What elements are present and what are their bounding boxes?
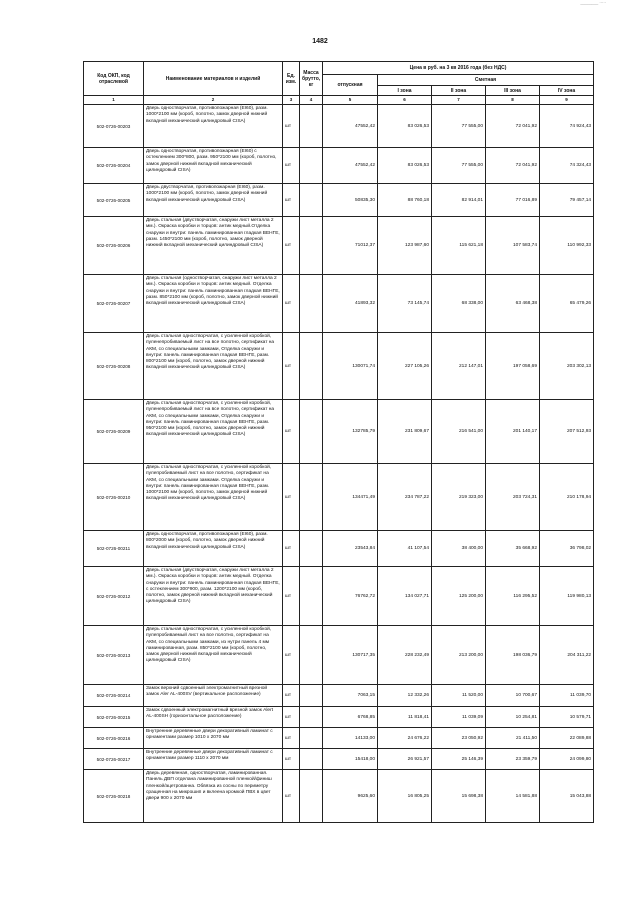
row-zone-2-price: 23 050,92 bbox=[432, 728, 486, 749]
row-release-price: 76762,72 bbox=[323, 567, 378, 626]
row-zone-3-price: 116 295,52 bbox=[486, 567, 540, 626]
header-estimate-price: Сметная bbox=[378, 75, 594, 86]
row-zone-2-price: 115 621,18 bbox=[432, 217, 486, 275]
col-number: 7 bbox=[432, 96, 486, 105]
row-zone-4-price: 207 512,93 bbox=[540, 400, 594, 464]
table-row bbox=[84, 707, 594, 728]
row-zone-4-price: 203 302,13 bbox=[540, 333, 594, 400]
row-zone-1-price: 26 921,57 bbox=[378, 749, 432, 770]
row-name: Дверь одностворчатая, противопожарная (EI60) с остеклением 300*800, разм. 950*2100 мм (короб, полотно, замок дверной нижний вкладной механический цилиндровый CISA) bbox=[144, 148, 283, 184]
header-unit: Ед. изм. bbox=[283, 62, 300, 96]
row-release-price: 6768,85 bbox=[323, 707, 378, 728]
row-mass bbox=[300, 567, 323, 626]
col-number: 4 bbox=[300, 96, 323, 105]
row-zone-3-price: 10 700,67 bbox=[486, 685, 540, 707]
table-row bbox=[84, 400, 594, 464]
header-price-group: Цена в руб. на 3 кв 2016 года (без НДС) bbox=[323, 62, 594, 75]
row-unit: шт bbox=[283, 749, 300, 770]
row-zone-1-price: 24 676,22 bbox=[378, 728, 432, 749]
row-mass bbox=[300, 148, 323, 184]
header-name: Наименование материалов и изделий bbox=[144, 62, 283, 96]
row-code: 502-0726-00211 bbox=[84, 531, 144, 567]
row-zone-4-price: 74 924,43 bbox=[540, 105, 594, 148]
row-code: 502-0726-00207 bbox=[84, 275, 144, 333]
row-zone-3-price: 72 041,92 bbox=[486, 148, 540, 184]
row-mass bbox=[300, 184, 323, 217]
corner-stamp: ________ ····· bbox=[580, 0, 606, 5]
row-zone-4-price: 119 980,13 bbox=[540, 567, 594, 626]
row-zone-2-price: 77 555,00 bbox=[432, 105, 486, 148]
table-row bbox=[84, 148, 594, 184]
row-zone-3-price: 203 724,31 bbox=[486, 464, 540, 531]
row-zone-4-price: 24 099,80 bbox=[540, 749, 594, 770]
row-unit: шт bbox=[283, 184, 300, 217]
col-number: 2 bbox=[144, 96, 283, 105]
row-name: Дверь стальная (двустворчатая, снаружи лист металла 2 мм.). Окраска коробки и торцов: антик медный.Отделка снаружи и внутри: панель ламинированная гладкая ВЕНГЕ, разм. 1450*2100 мм (короб, полотно, замок дверной нижний вкладной механический цилиндровый CISA) bbox=[144, 217, 283, 275]
row-zone-3-price: 23 359,79 bbox=[486, 749, 540, 770]
row-zone-4-price: 79 457,14 bbox=[540, 184, 594, 217]
row-unit: шт bbox=[283, 567, 300, 626]
row-unit: шт bbox=[283, 770, 300, 823]
row-zone-1-price: 11 818,41 bbox=[378, 707, 432, 728]
row-release-price: 15418,00 bbox=[323, 749, 378, 770]
col-number: 3 bbox=[283, 96, 300, 105]
row-zone-1-price: 73 145,74 bbox=[378, 275, 432, 333]
row-code: 502-0726-00206 bbox=[84, 217, 144, 275]
row-zone-1-price: 134 027,71 bbox=[378, 567, 432, 626]
table-row bbox=[84, 749, 594, 770]
row-code: 502-0726-00212 bbox=[84, 567, 144, 626]
row-unit: шт bbox=[283, 105, 300, 148]
row-code: 502-0726-00209 bbox=[84, 400, 144, 464]
row-code: 502-0726-00210 bbox=[84, 464, 144, 531]
row-zone-2-price: 38 400,00 bbox=[432, 531, 486, 567]
row-zone-4-price: 65 479,26 bbox=[540, 275, 594, 333]
row-mass bbox=[300, 770, 323, 823]
table-row bbox=[84, 217, 594, 275]
col-number: 5 bbox=[323, 96, 378, 105]
row-mass bbox=[300, 333, 323, 400]
row-name: Дверь двустворчатая, противопожарная (EI60), разм. 1000*2100 мм (короб, полотно, замок дверной нижний вкладной механический цилиндровый CISA) bbox=[144, 184, 283, 217]
row-zone-1-price: 83 026,53 bbox=[378, 148, 432, 184]
table-row bbox=[84, 333, 594, 400]
row-zone-4-price: 22 089,88 bbox=[540, 728, 594, 749]
row-zone-3-price: 197 058,69 bbox=[486, 333, 540, 400]
row-unit: шт bbox=[283, 464, 300, 531]
row-code: 502-0726-00216 bbox=[84, 728, 144, 749]
row-zone-4-price: 74 324,43 bbox=[540, 148, 594, 184]
row-zone-2-price: 82 914,01 bbox=[432, 184, 486, 217]
header-release-price: отпускная bbox=[323, 75, 378, 96]
row-release-price: 9625,60 bbox=[323, 770, 378, 823]
row-name: Дверь стальная одностворчатая, с усиленной коробкой, пулепробиваемый лист на все полотно, сертификат на АКМ, со специальными замками. Отделка снаружи и внутри: панель ламинированная гладкая ВЕНГЕ, разм. 1000*2100 мм (короб, полотно, замок дверной нижний вкладной механический цилиндровый CISA) bbox=[144, 464, 283, 531]
row-release-price: 71012,37 bbox=[323, 217, 378, 275]
row-zone-3-price: 35 668,92 bbox=[486, 531, 540, 567]
row-zone-1-price: 12 332,26 bbox=[378, 685, 432, 707]
row-name: Замок сдвоенный электромагнитный врезной замок Alert AL-400SH (горизонтальное расположение) bbox=[144, 707, 283, 728]
header-zone-4: IV зона bbox=[540, 86, 594, 96]
row-release-price: 50835,30 bbox=[323, 184, 378, 217]
row-zone-4-price: 11 039,70 bbox=[540, 685, 594, 707]
row-zone-1-price: 88 760,18 bbox=[378, 184, 432, 217]
table-row bbox=[84, 275, 594, 333]
row-name: Дверь деревянная, одностворчатая, ламинированная. Панель ДВП отделана ламинированной пленкой/финиш пленкой/ацетрованна. Обвязка из сосны по периметру сращенная на микрошип и вклеена кромкой ПВХ в цвет двери 900 х 2070 мм bbox=[144, 770, 283, 823]
row-zone-1-price: 41 107,54 bbox=[378, 531, 432, 567]
row-zone-2-price: 11 520,00 bbox=[432, 685, 486, 707]
row-mass bbox=[300, 464, 323, 531]
row-mass bbox=[300, 217, 323, 275]
table-row bbox=[84, 531, 594, 567]
row-mass bbox=[300, 400, 323, 464]
row-mass bbox=[300, 707, 323, 728]
row-unit: шт bbox=[283, 707, 300, 728]
table-row bbox=[84, 105, 594, 148]
row-zone-2-price: 11 039,09 bbox=[432, 707, 486, 728]
row-zone-1-price: 231 809,67 bbox=[378, 400, 432, 464]
table-row bbox=[84, 728, 594, 749]
header-zone-1: I зона bbox=[378, 86, 432, 96]
row-zone-4-price: 210 178,94 bbox=[540, 464, 594, 531]
row-code: 502-0726-00218 bbox=[84, 770, 144, 823]
row-zone-1-price: 228 232,49 bbox=[378, 626, 432, 685]
col-number: 1 bbox=[84, 96, 144, 105]
row-unit: шт bbox=[283, 333, 300, 400]
row-release-price: 7063,15 bbox=[323, 685, 378, 707]
row-zone-2-price: 216 541,00 bbox=[432, 400, 486, 464]
row-unit: шт bbox=[283, 626, 300, 685]
row-code: 502-0726-00217 bbox=[84, 749, 144, 770]
row-release-price: 47552,42 bbox=[323, 105, 378, 148]
row-zone-3-price: 77 016,89 bbox=[486, 184, 540, 217]
col-number: 8 bbox=[486, 96, 540, 105]
row-zone-3-price: 10 254,81 bbox=[486, 707, 540, 728]
row-zone-1-price: 123 987,60 bbox=[378, 217, 432, 275]
row-release-price: 130071,74 bbox=[323, 333, 378, 400]
row-zone-4-price: 36 798,02 bbox=[540, 531, 594, 567]
row-release-price: 47552,42 bbox=[323, 148, 378, 184]
row-unit: шт bbox=[283, 275, 300, 333]
table-row bbox=[84, 685, 594, 707]
row-mass bbox=[300, 105, 323, 148]
row-mass bbox=[300, 749, 323, 770]
row-code: 502-0726-00214 bbox=[84, 685, 144, 707]
row-code: 502-0726-00215 bbox=[84, 707, 144, 728]
row-zone-3-price: 198 036,79 bbox=[486, 626, 540, 685]
row-code: 502-0726-00213 bbox=[84, 626, 144, 685]
row-release-price: 41893,32 bbox=[323, 275, 378, 333]
row-zone-2-price: 212 147,01 bbox=[432, 333, 486, 400]
row-zone-1-price: 227 105,26 bbox=[378, 333, 432, 400]
row-release-price: 132785,79 bbox=[323, 400, 378, 464]
row-mass bbox=[300, 275, 323, 333]
col-number: 9 bbox=[540, 96, 594, 105]
table-row bbox=[84, 464, 594, 531]
row-code: 502-0726-00204 bbox=[84, 148, 144, 184]
row-name: Дверь стальная (одностворчатая, снаружи лист металла 2 мм.). Окраска коробки и торцов: антик медный. Отделка снаружи и внутри: панель ламинированная гладкая ВЕНГЕ, разм. 850*2100 мм (короб, полотно, замок дверной нижний вкладной механический цилиндровый CISA) bbox=[144, 275, 283, 333]
table-row bbox=[84, 626, 594, 685]
row-zone-3-price: 63 468,38 bbox=[486, 275, 540, 333]
row-mass bbox=[300, 531, 323, 567]
row-name: Замок верхний сдвоенный электромагнитный врезной замок Aler AL-400SV (вертикальное расположение) bbox=[144, 685, 283, 707]
row-name: Внутренние деревянные двери декоративный ламинат с орнаментами размер 1010 х 2070 мм bbox=[144, 728, 283, 749]
row-zone-1-price: 83 026,53 bbox=[378, 105, 432, 148]
row-unit: шт bbox=[283, 531, 300, 567]
row-code: 502-0726-00203 bbox=[84, 105, 144, 148]
table-row bbox=[84, 770, 594, 823]
page-number: 1482 bbox=[312, 38, 328, 45]
row-zone-2-price: 77 555,00 bbox=[432, 148, 486, 184]
row-unit: шт bbox=[283, 685, 300, 707]
row-zone-3-price: 201 140,17 bbox=[486, 400, 540, 464]
row-zone-2-price: 219 323,00 bbox=[432, 464, 486, 531]
row-zone-4-price: 110 992,33 bbox=[540, 217, 594, 275]
row-name: Дверь одностворчатая, противопожарная (EI60), разм. 800*2000 мм (короб, полотно, замок дверной нижний вкладной механический цилиндровый CISA) bbox=[144, 531, 283, 567]
row-zone-3-price: 21 411,50 bbox=[486, 728, 540, 749]
row-zone-4-price: 15 043,88 bbox=[540, 770, 594, 823]
row-name: Дверь стальная одностворчатая, с усиленной коробкой, пуленепробиваемый лист на все полотно, сертификат на АКМ, со специальными замками, Отделка снаружи и внутри: панель ламинированная гладкая ВЕНГЕ, разм. 800*2100 мм (короб, полотно, замок дверной нижний вкладной механический цилиндровый CISA) bbox=[144, 333, 283, 400]
row-name: Дверь стальная (двустворчатая, снаружи лист металла 2 мм.). Окраска коробки и торцов: антик медный. Отделка снаружи и внутри: панель ламинированная гладкая ВЕНГЕ, с остеклением 300*900, разм. 1200*2100 мм (короб, полотно, замок дверной нижний вкладной механический цилиндровый CISA) bbox=[144, 567, 283, 626]
row-release-price: 130717,35 bbox=[323, 626, 378, 685]
row-zone-3-price: 14 581,88 bbox=[486, 770, 540, 823]
row-mass bbox=[300, 626, 323, 685]
row-mass bbox=[300, 728, 323, 749]
row-unit: шт bbox=[283, 148, 300, 184]
header-zone-3: III зона bbox=[486, 86, 540, 96]
row-release-price: 134471,49 bbox=[323, 464, 378, 531]
row-zone-2-price: 125 200,00 bbox=[432, 567, 486, 626]
row-zone-2-price: 68 338,00 bbox=[432, 275, 486, 333]
row-release-price: 14133,00 bbox=[323, 728, 378, 749]
price-table bbox=[83, 61, 594, 823]
row-zone-3-price: 107 583,74 bbox=[486, 217, 540, 275]
row-name: Дверь одностворчатая, противопожарная (EI60), разм. 1000*2100 мм (короб, полотно, замок дверной нижний вкладной механический цилиндровый CISA) bbox=[144, 105, 283, 148]
row-zone-2-price: 15 698,38 bbox=[432, 770, 486, 823]
header-zone-2: II зона bbox=[432, 86, 486, 96]
row-zone-3-price: 72 041,92 bbox=[486, 105, 540, 148]
row-unit: шт bbox=[283, 217, 300, 275]
row-release-price: 23543,84 bbox=[323, 531, 378, 567]
row-zone-2-price: 213 200,00 bbox=[432, 626, 486, 685]
row-zone-4-price: 204 311,22 bbox=[540, 626, 594, 685]
table-row bbox=[84, 567, 594, 626]
row-code: 502-0726-00208 bbox=[84, 333, 144, 400]
row-unit: шт bbox=[283, 400, 300, 464]
header-code: Код ОКП, код отраслевой bbox=[84, 62, 144, 96]
table-row bbox=[84, 184, 594, 217]
row-code: 502-0726-00205 bbox=[84, 184, 144, 217]
row-zone-2-price: 25 146,39 bbox=[432, 749, 486, 770]
row-name: Дверь стальная одностворчатая, с усиленной коробкой, пуленепробиваемый лист на все полотно, сертификат на АКМ, со специальными замками, Отделка снаружи и внутри: панель ламинированная гладкая ВЕНГЕ, разм. 950*2100 мм (короб, полотно, замок дверной нижний вкладной механический цилиндровый CISA) bbox=[144, 400, 283, 464]
row-zone-1-price: 234 787,22 bbox=[378, 464, 432, 531]
row-name: Внутренние деревянные двери декоративный ламинат с орнаментами размер 1110 х 2070 мм bbox=[144, 749, 283, 770]
row-zone-4-price: 10 579,71 bbox=[540, 707, 594, 728]
header-mass: Масса брутто, кг bbox=[300, 62, 323, 96]
row-zone-1-price: 16 805,25 bbox=[378, 770, 432, 823]
row-unit: шт bbox=[283, 728, 300, 749]
row-name: Дверь стальная одностворчатая, с усиленной коробкой, пулепробиваемый лист на все полотно, сертификат на АКМ, со специальными замками, из нутри панель 4 мм ламинированная, разм. 850*2100 мм (короб, полотно, замок дверной нижний вкладной механический цилиндровый CISA) bbox=[144, 626, 283, 685]
col-number: 6 bbox=[378, 96, 432, 105]
row-mass bbox=[300, 685, 323, 707]
